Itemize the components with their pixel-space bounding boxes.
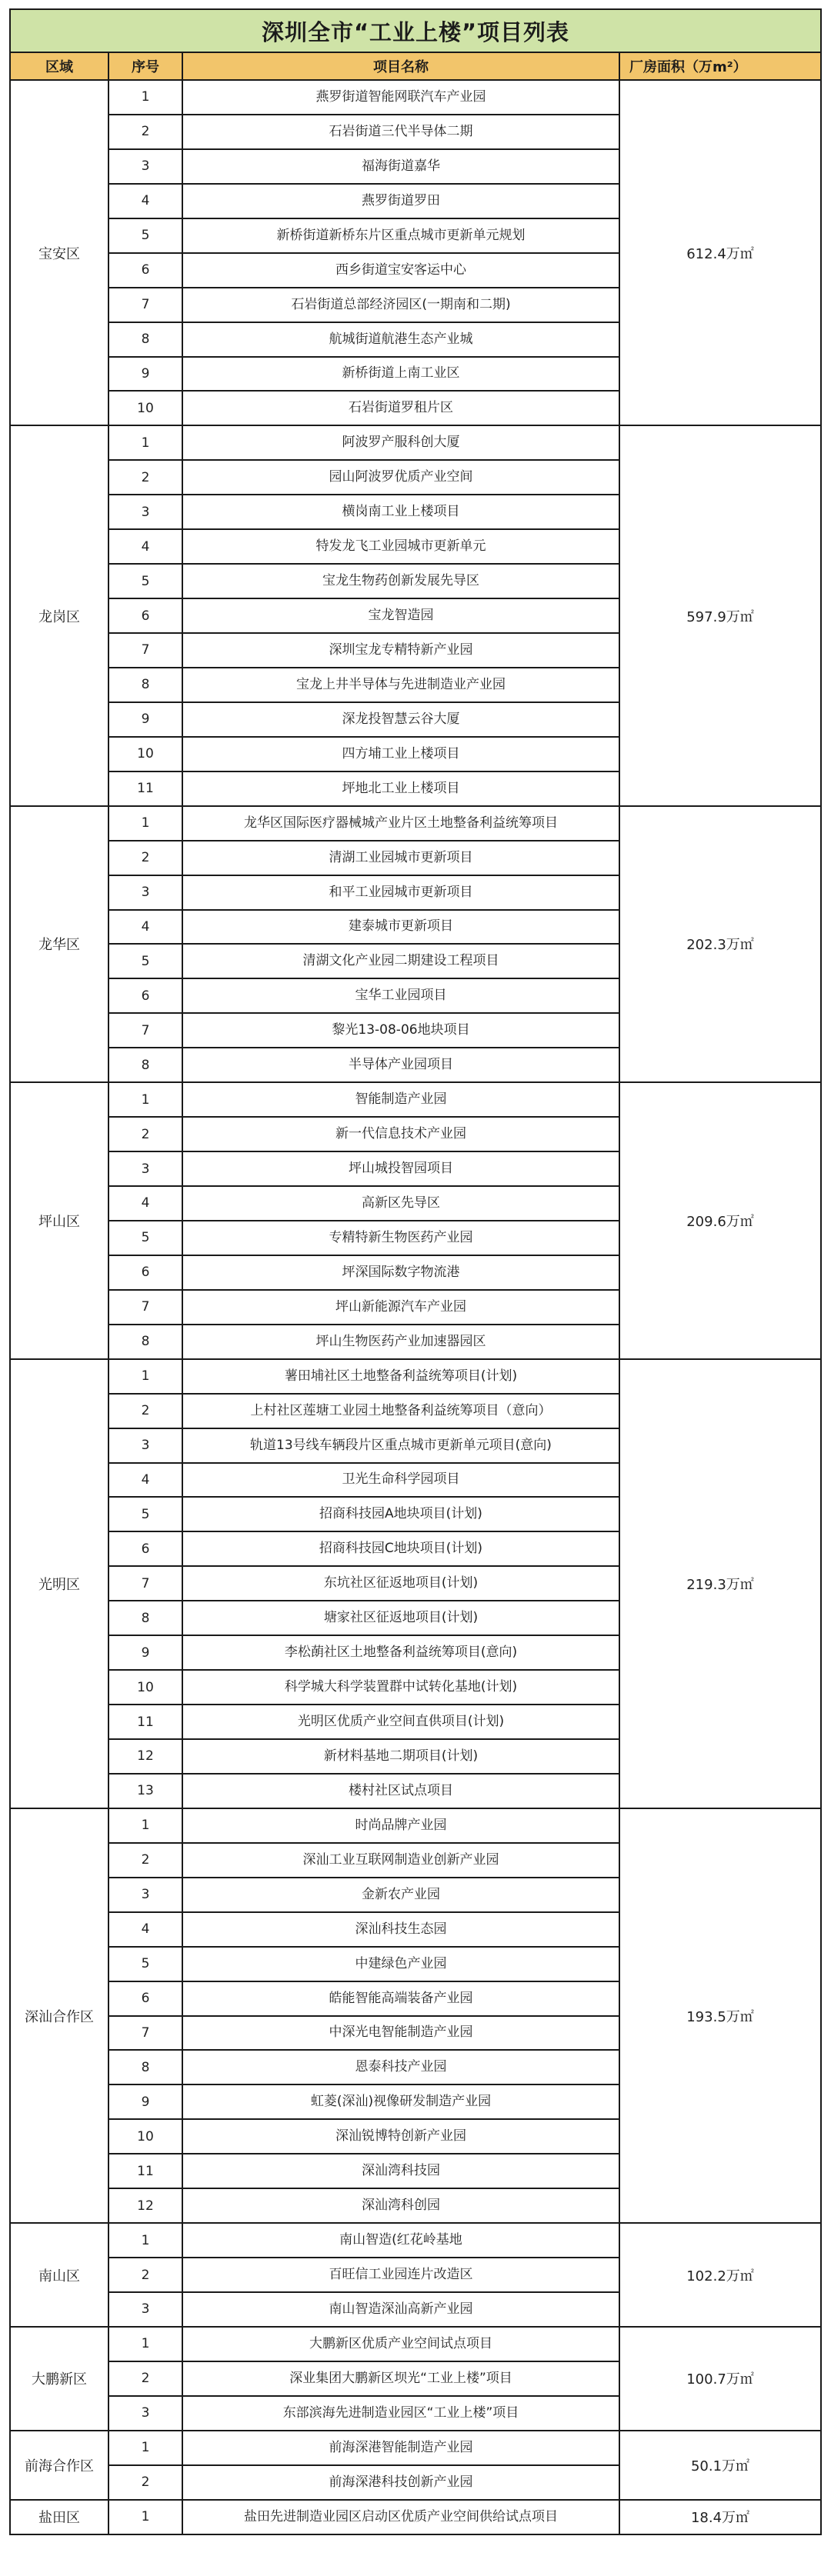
project-name-cell: 上村社区莲塘工业园土地整备利益统筹项目（意向） [182, 1394, 619, 1428]
index-cell: 3 [108, 149, 182, 184]
index-cell: 5 [108, 1497, 182, 1531]
project-name-cell: 李松蓢社区土地整备利益统筹项目(意向) [182, 1635, 619, 1670]
region-cell: 宝安区 [10, 80, 108, 425]
project-name-cell: 百旺信工业园连片改造区 [182, 2258, 619, 2292]
project-name-cell: 新桥街道新桥东片区重点城市更新单元规划 [182, 218, 619, 253]
project-name-cell: 皓能智能高端装备产业园 [182, 1981, 619, 2016]
index-cell: 4 [108, 1463, 182, 1498]
project-name-cell: 深汕湾科技园 [182, 2154, 619, 2188]
project-name-cell: 和平工业园城市更新项目 [182, 875, 619, 910]
index-cell: 8 [108, 1601, 182, 1635]
project-name-cell: 四方埔工业上楼项目 [182, 737, 619, 771]
project-name-cell: 前海深港科技创新产业园 [182, 2465, 619, 2500]
table-row [10, 425, 821, 460]
index-cell: 6 [108, 598, 182, 633]
index-cell: 6 [108, 1981, 182, 2016]
index-cell: 8 [108, 668, 182, 702]
project-name-cell: 东部滨海先进制造业园区“工业上楼”项目 [182, 2396, 619, 2431]
index-cell: 12 [108, 1739, 182, 1774]
project-name-cell: 深业集团大鹏新区坝光“工业上楼”项目 [182, 2361, 619, 2396]
project-name-cell: 恩泰科技产业园 [182, 2050, 619, 2084]
area-cell: 597.9万㎡ [619, 425, 821, 805]
index-cell: 2 [108, 460, 182, 495]
project-name-cell: 坪山生物医药产业加速器园区 [182, 1325, 619, 1359]
table-row [10, 806, 821, 841]
project-name-cell: 深汕湾科创园 [182, 2188, 619, 2223]
project-name-cell: 清湖工业园城市更新项目 [182, 841, 619, 875]
project-name-cell: 燕罗街道智能网联汽车产业园 [182, 80, 619, 115]
project-name-cell: 高新区先导区 [182, 1186, 619, 1221]
project-name-cell: 金新农产业园 [182, 1878, 619, 1912]
project-name-cell: 薯田埔社区土地整备利益统筹项目(计划) [182, 1359, 619, 1394]
index-cell: 10 [108, 2119, 182, 2154]
header-name: 项目名称 [182, 52, 619, 80]
index-cell: 5 [108, 1221, 182, 1255]
project-name-cell: 招商科技园A地块项目(计划) [182, 1497, 619, 1531]
index-cell: 2 [108, 115, 182, 149]
index-cell: 8 [108, 322, 182, 357]
project-name-cell: 清湖文化产业园二期建设工程项目 [182, 944, 619, 978]
project-name-cell: 宝龙智造园 [182, 598, 619, 633]
index-cell: 3 [108, 2396, 182, 2431]
project-name-cell: 特发龙飞工业园城市更新单元 [182, 529, 619, 564]
index-cell: 3 [108, 875, 182, 910]
table-row [10, 2500, 821, 2534]
index-cell: 7 [108, 1013, 182, 1048]
index-cell: 4 [108, 529, 182, 564]
project-name-cell: 新材料基地二期项目(计划) [182, 1739, 619, 1774]
area-cell: 612.4万㎡ [619, 80, 821, 425]
area-cell: 100.7万㎡ [619, 2327, 821, 2431]
index-cell: 7 [108, 1566, 182, 1601]
table-title: 深圳全市“工业上楼”项目列表 [10, 9, 821, 52]
index-cell: 1 [108, 1808, 182, 1843]
index-cell: 2 [108, 2361, 182, 2396]
area-cell: 209.6万㎡ [619, 1082, 821, 1359]
project-name-cell: 横岗南工业上楼项目 [182, 495, 619, 529]
project-name-cell: 龙华区国际医疗器械城产业片区土地整备利益统筹项目 [182, 806, 619, 841]
project-name-cell: 盐田先进制造业园区启动区优质产业空间供给试点项目 [182, 2500, 619, 2534]
index-cell: 9 [108, 702, 182, 737]
project-name-cell: 招商科技园C地块项目(计划) [182, 1531, 619, 1566]
project-name-cell: 福海街道嘉华 [182, 149, 619, 184]
index-cell: 1 [108, 425, 182, 460]
area-cell: 219.3万㎡ [619, 1359, 821, 1808]
index-cell: 5 [108, 218, 182, 253]
project-name-cell: 西乡街道宝安客运中心 [182, 253, 619, 288]
index-cell: 7 [108, 288, 182, 322]
index-cell: 7 [108, 1290, 182, 1325]
project-name-cell: 前海深港智能制造产业园 [182, 2431, 619, 2465]
index-cell: 11 [108, 2154, 182, 2188]
index-cell: 1 [108, 2500, 182, 2534]
region-cell: 大鹏新区 [10, 2327, 108, 2431]
area-cell: 102.2万㎡ [619, 2223, 821, 2327]
project-name-cell: 园山阿波罗优质产业空间 [182, 460, 619, 495]
project-name-cell: 航城街道航港生态产业城 [182, 322, 619, 357]
index-cell: 1 [108, 1359, 182, 1394]
area-cell: 202.3万㎡ [619, 806, 821, 1083]
index-cell: 10 [108, 391, 182, 425]
project-name-cell: 中建绿色产业园 [182, 1947, 619, 1981]
project-name-cell: 深汕工业互联网制造业创新产业园 [182, 1843, 619, 1878]
project-name-cell: 坪山城投智园项目 [182, 1151, 619, 1186]
index-cell: 2 [108, 841, 182, 875]
index-cell: 12 [108, 2188, 182, 2223]
index-cell: 6 [108, 978, 182, 1013]
project-name-cell: 半导体产业园项目 [182, 1048, 619, 1082]
index-cell: 6 [108, 253, 182, 288]
index-cell: 4 [108, 1186, 182, 1221]
index-cell: 11 [108, 771, 182, 806]
project-name-cell: 光明区优质产业空间直供项目(计划) [182, 1705, 619, 1739]
index-cell: 9 [108, 357, 182, 392]
table-row [10, 1359, 821, 1394]
project-name-cell: 塘家社区征返地项目(计划) [182, 1601, 619, 1635]
project-name-cell: 宝华工业园项目 [182, 978, 619, 1013]
region-cell: 前海合作区 [10, 2431, 108, 2500]
index-cell: 10 [108, 737, 182, 771]
project-name-cell: 科学城大科学装置群中试转化基地(计划) [182, 1670, 619, 1705]
index-cell: 2 [108, 1394, 182, 1428]
index-cell: 5 [108, 564, 182, 598]
index-cell: 2 [108, 1843, 182, 1878]
header-index: 序号 [108, 52, 182, 80]
index-cell: 2 [108, 1117, 182, 1151]
table-row [10, 1808, 821, 1843]
region-cell: 龙华区 [10, 806, 108, 1083]
index-cell: 1 [108, 806, 182, 841]
area-cell: 193.5万㎡ [619, 1808, 821, 2223]
index-cell: 3 [108, 495, 182, 529]
index-cell: 6 [108, 1531, 182, 1566]
region-cell: 盐田区 [10, 2500, 108, 2534]
index-cell: 7 [108, 2016, 182, 2051]
index-cell: 3 [108, 2292, 182, 2327]
table-row [10, 1082, 821, 1117]
index-cell: 3 [108, 1878, 182, 1912]
project-name-cell: 黎光13-08-06地块项目 [182, 1013, 619, 1048]
project-name-cell: 坪山新能源汽车产业园 [182, 1290, 619, 1325]
project-name-cell: 中深光电智能制造产业园 [182, 2016, 619, 2051]
index-cell: 8 [108, 1048, 182, 1082]
index-cell: 9 [108, 1635, 182, 1670]
index-cell: 1 [108, 1082, 182, 1117]
index-cell: 10 [108, 1670, 182, 1705]
index-cell: 1 [108, 2431, 182, 2465]
index-cell: 2 [108, 2465, 182, 2500]
index-cell: 3 [108, 1151, 182, 1186]
project-name-cell: 深汕锐博特创新产业园 [182, 2119, 619, 2154]
project-name-cell: 坪地北工业上楼项目 [182, 771, 619, 806]
project-name-cell: 南山智造深汕高新产业园 [182, 2292, 619, 2327]
header-region: 区域 [10, 52, 108, 80]
project-name-cell: 坪深国际数字物流港 [182, 1255, 619, 1290]
project-name-cell: 时尚品牌产业园 [182, 1808, 619, 1843]
project-name-cell: 燕罗街道罗田 [182, 184, 619, 218]
index-cell: 5 [108, 1947, 182, 1981]
project-name-cell: 石岩街道三代半导体二期 [182, 115, 619, 149]
region-cell: 光明区 [10, 1359, 108, 1808]
project-name-cell: 东坑社区征返地项目(计划) [182, 1566, 619, 1601]
table-row [10, 2431, 821, 2465]
index-cell: 1 [108, 2223, 182, 2258]
region-cell: 深汕合作区 [10, 1808, 108, 2223]
index-cell: 7 [108, 633, 182, 668]
project-name-cell: 卫光生命科学园项目 [182, 1463, 619, 1498]
index-cell: 8 [108, 2050, 182, 2084]
table-row [10, 80, 821, 115]
project-name-cell: 智能制造产业园 [182, 1082, 619, 1117]
project-name-cell: 宝龙上井半导体与先进制造业产业园 [182, 668, 619, 702]
index-cell: 4 [108, 910, 182, 945]
table-row [10, 2327, 821, 2361]
project-name-cell: 轨道13号线车辆段片区重点城市更新单元项目(意向) [182, 1428, 619, 1463]
project-name-cell: 新桥街道上南工业区 [182, 357, 619, 392]
index-cell: 6 [108, 1255, 182, 1290]
header-area: 厂房面积（万m²） [619, 52, 821, 80]
area-cell: 18.4万㎡ [619, 2500, 821, 2534]
project-name-cell: 深汕科技生态园 [182, 1912, 619, 1947]
index-cell: 9 [108, 2084, 182, 2119]
project-name-cell: 深圳宝龙专精特新产业园 [182, 633, 619, 668]
index-cell: 1 [108, 80, 182, 115]
region-cell: 龙岗区 [10, 425, 108, 805]
table-body [10, 80, 821, 2534]
table-row [10, 2223, 821, 2258]
index-cell: 4 [108, 184, 182, 218]
index-cell: 5 [108, 944, 182, 978]
index-cell: 1 [108, 2327, 182, 2361]
project-table [9, 8, 822, 2535]
project-name-cell: 虹菱(深汕)视像研发制造产业园 [182, 2084, 619, 2119]
project-name-cell: 专精特新生物医药产业园 [182, 1221, 619, 1255]
region-cell: 南山区 [10, 2223, 108, 2327]
project-name-cell: 建泰城市更新项目 [182, 910, 619, 945]
project-name-cell: 阿波罗产服科创大厦 [182, 425, 619, 460]
project-name-cell: 石岩街道总部经济园区(一期南和二期) [182, 288, 619, 322]
project-name-cell: 楼村社区试点项目 [182, 1774, 619, 1808]
project-name-cell: 深龙投智慧云谷大厦 [182, 702, 619, 737]
project-table-sheet [9, 8, 820, 2535]
index-cell: 11 [108, 1705, 182, 1739]
index-cell: 4 [108, 1912, 182, 1947]
index-cell: 2 [108, 2258, 182, 2292]
area-cell: 50.1万㎡ [619, 2431, 821, 2500]
project-name-cell: 大鹏新区优质产业空间试点项目 [182, 2327, 619, 2361]
index-cell: 13 [108, 1774, 182, 1808]
project-name-cell: 宝龙生物药创新发展先导区 [182, 564, 619, 598]
index-cell: 3 [108, 1428, 182, 1463]
project-name-cell: 石岩街道罗租片区 [182, 391, 619, 425]
index-cell: 8 [108, 1325, 182, 1359]
project-name-cell: 南山智造(红花岭基地 [182, 2223, 619, 2258]
project-name-cell: 新一代信息技术产业园 [182, 1117, 619, 1151]
region-cell: 坪山区 [10, 1082, 108, 1359]
